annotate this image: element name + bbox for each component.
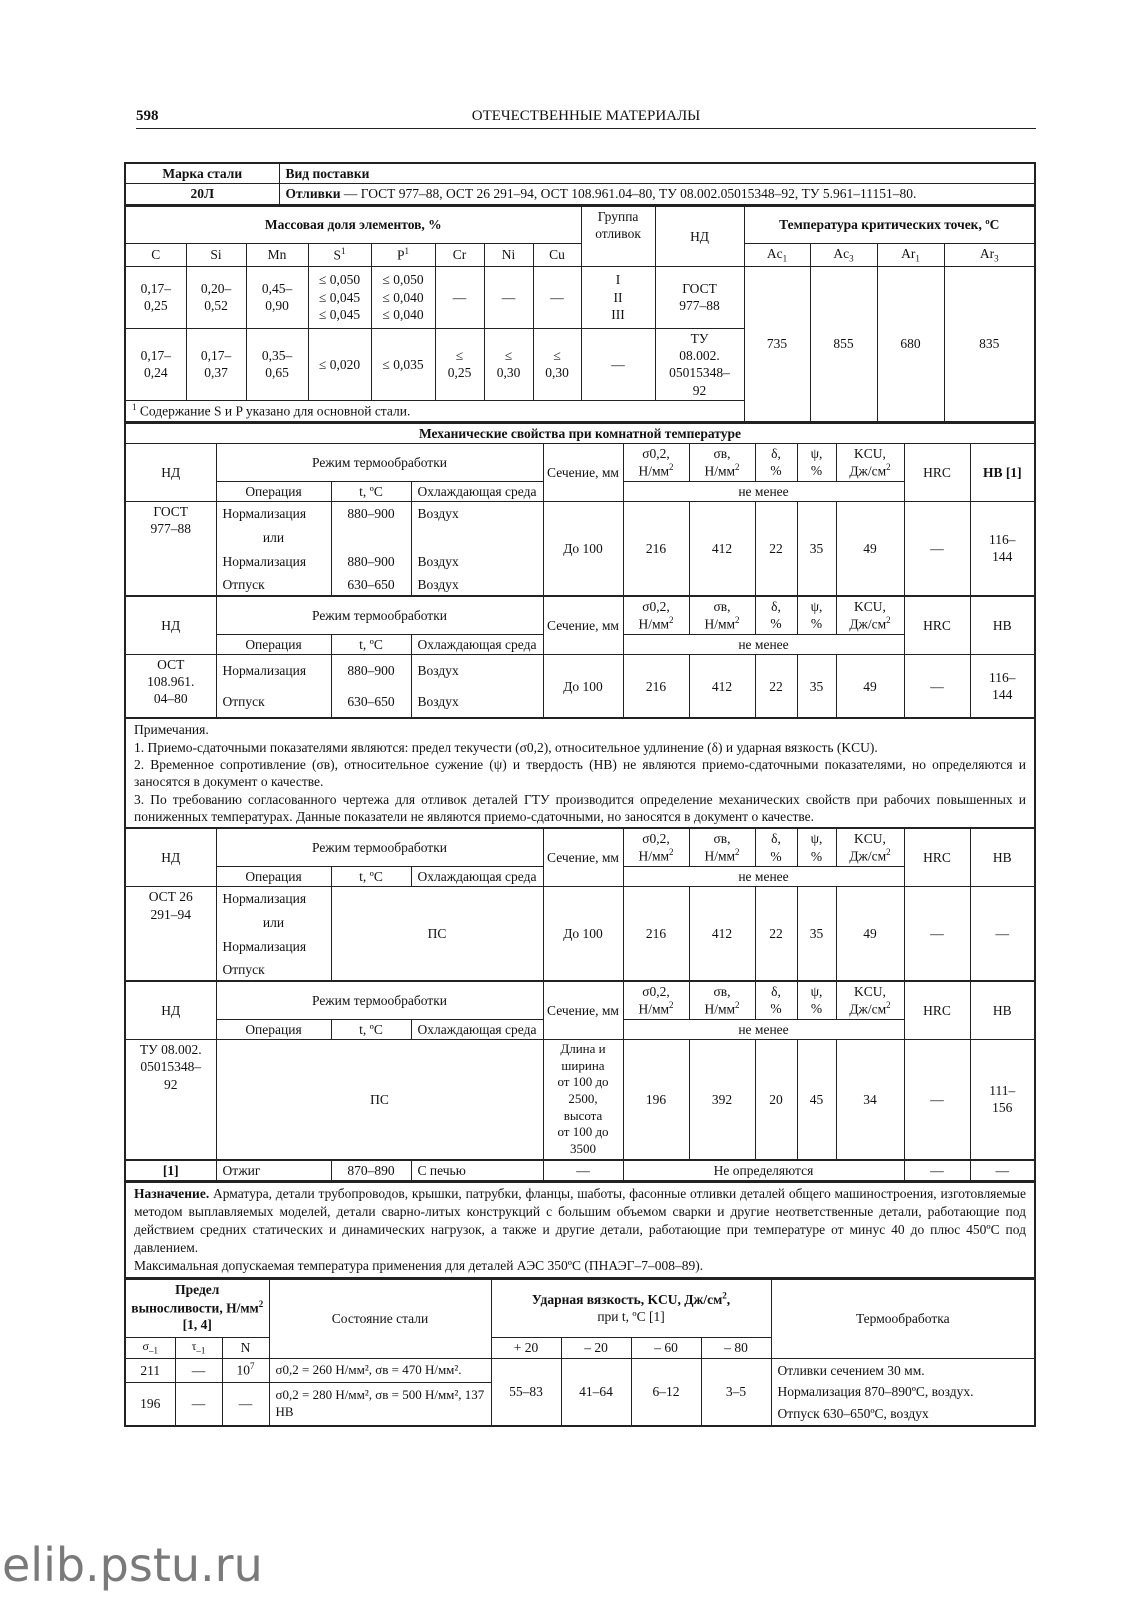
hb-header: НВ [1] (970, 443, 1035, 501)
heat-treatment-ps: ПС (216, 1040, 543, 1160)
temp-header: t, ºC (331, 634, 411, 654)
sigma02-header: σ0,2, $Н/мм^2$ (623, 443, 689, 481)
hrc-header: HRC (904, 443, 970, 501)
delta-header: δ, % (755, 596, 797, 635)
medium-header: Охлаждающая среда (411, 1019, 543, 1039)
note-2: 2. Временное сопротивление (σв), относительное сужение (ψ) и твердость (НВ) не являются приемо-сдаточными показателями, но определяются и заносятся в документ о качестве. (134, 756, 1026, 790)
cell-p: ≤ 0,035 (371, 328, 435, 400)
operation-header: Операция (216, 481, 331, 501)
impact-header: Ударная вязкость, KCU, $Дж/см^2$, при t, ºС [1] (491, 1279, 771, 1337)
sigma-1-value: 211 (125, 1358, 175, 1382)
not-less-label: не менее (623, 867, 904, 887)
hrc-value: — (904, 887, 970, 981)
ref-operation: Отжиг (216, 1160, 331, 1181)
medium: Воздух (411, 550, 543, 574)
psi-header: ψ, % (797, 981, 836, 1020)
impact-temp: – 60 (631, 1337, 701, 1358)
purpose-text: Назначение. Арматура, детали трубопроводов, крышки, патрубки, фланцы, шаботы, фасонные отливки деталей общего машиностроения, изготовляемые методом выплавляемых моделей, детали сварно-литых конструкций с большим объемом сварки и другие неответственные детали, работающие под действием средних статических и динамических нагрузок, а также и другие детали, работающие при температуре от минус 40 до плюс 450ºС под давлением. (134, 1185, 1026, 1255)
operation-header: Операция (216, 1019, 331, 1039)
temperature: 880–900 (331, 550, 411, 574)
max-temperature-note: Максимальная допускаемая температура применения для деталей АЭС 350ºС (ПНАЭГ–7–008–89). (134, 1257, 704, 1273)
grade-table (124, 162, 1036, 206)
block-nd: ОСТ 26 291–94 (125, 887, 216, 981)
cell-si: 0,20– 0,52 (186, 266, 246, 328)
ref-medium: С печью (411, 1160, 543, 1181)
crit-ar3: $Ar_3$ (944, 243, 1035, 266)
mode-header: Режим термообработки (216, 981, 543, 1020)
fatigue-table (124, 1279, 1036, 1428)
hb-value: 116– 144 (970, 502, 1035, 596)
element-p: $P^1$ (371, 243, 435, 266)
steel-state: σ0,2 = 260 Н/мм², σв = 470 Н/мм². (269, 1358, 491, 1382)
psi-value: 45 (797, 1040, 836, 1160)
temp-header: t, ºC (331, 1019, 411, 1039)
temperature: 880–900 (331, 502, 411, 526)
psi-header: ψ, % (797, 443, 836, 481)
cell-group: I II III (581, 266, 655, 328)
element-ni: Ni (484, 243, 533, 266)
n-value: $10^7$ (222, 1358, 269, 1382)
sigma02-header: σ0,2, $Н/мм^2$ (623, 981, 689, 1020)
kcu-value: 34 (836, 1040, 904, 1160)
mode-header: Режим термообработки (216, 443, 543, 481)
impact-value: 41–64 (561, 1358, 631, 1426)
cell-group: — (581, 328, 655, 400)
tau-1-value: — (175, 1382, 222, 1426)
sigmab-header: σв, $Н/мм^2$ (689, 443, 755, 481)
hb-value: 111– 156 (970, 1040, 1035, 1160)
cell-s: ≤ 0,020 (308, 328, 371, 400)
tau-1-header: $\tau_{-1}$ (175, 1337, 222, 1358)
hrc-header: HRC (904, 828, 970, 887)
element-mn: Mn (246, 243, 308, 266)
hb-value: 116– 144 (970, 654, 1035, 718)
crit-value-ac1: 735 (744, 266, 810, 421)
group-header: Группа отливок (581, 206, 655, 243)
cell-nd: ГОСТ 977–88 (655, 266, 744, 328)
impact-temp: – 20 (561, 1337, 631, 1358)
medium-header: Охлаждающая среда (411, 634, 543, 654)
crit-value-ar3: 835 (944, 266, 1035, 421)
operation: Нормализация (216, 935, 331, 959)
operation: или (216, 911, 331, 935)
psi-value: 35 (797, 887, 836, 981)
sigmab-value: 412 (689, 887, 755, 981)
supply-value-bold: Отливки (285, 186, 341, 202)
steel-state: σ0,2 = 280 Н/мм², σв = 500 Н/мм², 137 НВ (269, 1382, 491, 1426)
element-cr: Cr (435, 243, 484, 266)
cell-nd: ТУ 08.002. 05015348– 92 (655, 328, 744, 400)
cell-ni: — (484, 266, 533, 328)
n-value: — (222, 1382, 269, 1426)
temperature (331, 526, 411, 550)
not-less-label: не менее (623, 1019, 904, 1039)
hrc-value: — (904, 502, 970, 596)
medium-header: Охлаждающая среда (411, 481, 543, 501)
cell-si: 0,17– 0,37 (186, 328, 246, 400)
fatigue-limit-header: Предел выносливости, $Н/мм^2$ [1, 4] (125, 1279, 269, 1337)
element-c: C (125, 243, 186, 266)
supply-value-text: — ГОСТ 977–88, ОСТ 26 291–94, ОСТ 108.961.04–80, ТУ 08.002.05015348–92, ТУ 5.961–11151–80. (340, 186, 917, 202)
delta-value: 22 (755, 887, 797, 981)
impact-value: 55–83 (491, 1358, 561, 1426)
composition-table (124, 206, 1036, 423)
sigma02-header: σ0,2, $Н/мм^2$ (623, 828, 689, 867)
kcu-value: 49 (836, 502, 904, 596)
sigma-1-header: $\sigma_{-1}$ (125, 1337, 175, 1358)
psi-header: ψ, % (797, 828, 836, 867)
sigmab-value: 412 (689, 502, 755, 596)
ref-hrc: — (904, 1160, 970, 1181)
temperature: 630–650 (331, 574, 411, 596)
operation: Отпуск (216, 959, 331, 981)
composition-title: Массовая доля элементов, % (125, 206, 581, 243)
section: До 100 (543, 654, 623, 718)
delta-value: 22 (755, 654, 797, 718)
crit-value-ar1: 680 (877, 266, 944, 421)
ref-properties: Не определяются (623, 1160, 904, 1181)
composition-footnote: $^1$ Содержание S и P указано для основной стали. (125, 400, 744, 421)
operation: Нормализация (216, 654, 331, 686)
cell-cu: — (533, 266, 581, 328)
hb-header: НВ (970, 596, 1035, 655)
hrc-header: HRC (904, 596, 970, 655)
temperature: 880–900 (331, 654, 411, 686)
operation: Отпуск (216, 686, 331, 718)
section-header: Сечение, мм (543, 443, 623, 501)
medium: Воздух (411, 654, 543, 686)
section: До 100 (543, 502, 623, 596)
mechanical-notes (125, 718, 1035, 828)
purpose-table (124, 1182, 1036, 1279)
cell-p: ≤ 0,050 ≤ 0,040 ≤ 0,040 (371, 266, 435, 328)
ref-section: — (543, 1160, 623, 1181)
page-number: 598 (136, 108, 159, 124)
delta-value: 20 (755, 1040, 797, 1160)
operation: Нормализация (216, 887, 331, 911)
ref-hb: — (970, 1160, 1035, 1181)
kcu-value: 49 (836, 654, 904, 718)
cell-mn: 0,45– 0,90 (246, 266, 308, 328)
sigma02-value: 196 (623, 1040, 689, 1160)
supply-label: Вид поставки (279, 163, 1035, 184)
purpose-block (125, 1182, 1035, 1277)
group-header-cont (581, 243, 655, 266)
sigmab-header: σв, $Н/мм^2$ (689, 981, 755, 1020)
hb-header: НВ (970, 828, 1035, 887)
section-header: Сечение, мм (543, 828, 623, 887)
psi-header: ψ, % (797, 596, 836, 635)
sigma02-value: 216 (623, 654, 689, 718)
cell-s: ≤ 0,050 ≤ 0,045 ≤ 0,045 (308, 266, 371, 328)
mechanical-table (124, 423, 1036, 1182)
crit-value-ac3: 855 (810, 266, 877, 421)
hrc-header: HRC (904, 981, 970, 1040)
impact-temp: – 80 (701, 1337, 771, 1358)
nd-header: НД (125, 828, 216, 887)
kcu-header: KCU, $Дж/см^2$ (836, 443, 904, 481)
hrc-value: — (904, 1040, 970, 1160)
watermark: elib.pstu.ru (2, 1538, 263, 1592)
cell-c: 0,17– 0,25 (125, 266, 186, 328)
medium: Воздух (411, 574, 543, 596)
grade-value: 20Л (125, 184, 279, 205)
heat-treatment-ps: ПС (331, 887, 543, 981)
sigma02-header: σ0,2, $Н/мм^2$ (623, 596, 689, 635)
critical-points-title: Температура критических точек, ºС (744, 206, 1035, 243)
delta-value: 22 (755, 502, 797, 596)
temp-header: t, ºC (331, 481, 411, 501)
sigmab-value: 412 (689, 654, 755, 718)
state-header: Состояние стали (269, 1279, 491, 1358)
crit-ac1: $Ac_1$ (744, 243, 810, 266)
medium (411, 526, 543, 550)
steel-datasheet (124, 162, 1036, 1427)
operation-header: Операция (216, 867, 331, 887)
tau-1-value: — (175, 1358, 222, 1382)
grade-label: Марка стали (125, 163, 279, 184)
impact-value: 6–12 (631, 1358, 701, 1426)
delta-header: δ, % (755, 981, 797, 1020)
cell-ni: ≤ 0,30 (484, 328, 533, 400)
delta-header: δ, % (755, 443, 797, 481)
supply-value (279, 184, 1035, 205)
not-less-label: не менее (623, 634, 904, 654)
sigmab-header: σв, $Н/мм^2$ (689, 596, 755, 635)
impact-value: 3–5 (701, 1358, 771, 1426)
medium: Воздух (411, 502, 543, 526)
temperature: 630–650 (331, 686, 411, 718)
sigma02-value: 216 (623, 887, 689, 981)
section: До 100 (543, 887, 623, 981)
kcu-value: 49 (836, 887, 904, 981)
kcu-header: KCU, $Дж/см^2$ (836, 596, 904, 635)
sigma-1-value: 196 (125, 1382, 175, 1426)
crit-ar1: $Ar_1$ (877, 243, 944, 266)
operation: Нормализация (216, 502, 331, 526)
nd-header: НД (655, 206, 744, 266)
composition-row (125, 266, 1035, 328)
element-cu: Cu (533, 243, 581, 266)
note-3: 3. По требованию согласованного чертежа для отливок деталей ГТУ производится определение механических свойств при рабочих повышенных и пониженных температурах. Данные показатели не являются приемо-сдаточными, но заносятся в документ о качестве. (134, 791, 1026, 824)
mode-header: Режим термообработки (216, 596, 543, 635)
sigmab-header: σв, $Н/мм^2$ (689, 828, 755, 867)
medium-header: Охлаждающая среда (411, 867, 543, 887)
element-s: $S^1$ (308, 243, 371, 266)
page-header (136, 106, 1036, 129)
cell-c: 0,17– 0,24 (125, 328, 186, 400)
cell-mn: 0,35– 0,65 (246, 328, 308, 400)
operation-header: Операция (216, 634, 331, 654)
cell-cu: ≤ 0,30 (533, 328, 581, 400)
purpose-label: Назначение. (134, 1185, 210, 1201)
mode-header: Режим термообработки (216, 828, 543, 867)
cell-cr: ≤ 0,25 (435, 328, 484, 400)
heat-treatment-value: Отливки сечением 30 мм. Нормализация 870–890ºС, воздух. Отпуск 630–650ºС, воздух (771, 1358, 1035, 1426)
section-header: Сечение, мм (543, 981, 623, 1040)
impact-temp: + 20 (491, 1337, 561, 1358)
section: Длина и ширина от 100 до 2500, высота от 100 до 3500 (543, 1040, 623, 1160)
block-nd: ОСТ 108.961. 04–80 (125, 654, 216, 718)
running-title: ОТЕЧЕСТВЕННЫЕ МАТЕРИАЛЫ (471, 108, 701, 124)
nd-header: НД (125, 443, 216, 501)
not-less-label: не менее (623, 481, 904, 501)
n-header: N (222, 1337, 269, 1358)
section-header: Сечение, мм (543, 596, 623, 655)
heat-treatment-header: Термообработка (771, 1279, 1035, 1358)
hrc-value: — (904, 654, 970, 718)
sigma02-value: 216 (623, 502, 689, 596)
delta-header: δ, % (755, 828, 797, 867)
cell-cr: — (435, 266, 484, 328)
note-1: 1. Приемо-сдаточными показателями являются: предел текучести (σ0,2), относительное удлинение (δ) и ударная вязкость (KCU). (134, 739, 878, 755)
nd-header: НД (125, 596, 216, 655)
crit-ac3: $Ac_3$ (810, 243, 877, 266)
hb-value: — (970, 887, 1035, 981)
notes-title: Примечания. (134, 722, 209, 738)
temp-header: t, ºC (331, 867, 411, 887)
medium: Воздух (411, 686, 543, 718)
kcu-header: KCU, $Дж/см^2$ (836, 981, 904, 1020)
kcu-header: KCU, $Дж/см^2$ (836, 828, 904, 867)
ref-nd: [1] (125, 1160, 216, 1181)
nd-header: НД (125, 981, 216, 1040)
sigmab-value: 392 (689, 1040, 755, 1160)
operation: или (216, 526, 331, 550)
element-si: Si (186, 243, 246, 266)
block-nd: ГОСТ 977–88 (125, 502, 216, 596)
hb-header: НВ (970, 981, 1035, 1040)
psi-value: 35 (797, 654, 836, 718)
mechanical-title: Механические свойства при комнатной температуре (125, 423, 1035, 443)
operation: Нормализация (216, 550, 331, 574)
psi-value: 35 (797, 502, 836, 596)
operation: Отпуск (216, 574, 331, 596)
block-nd: ТУ 08.002. 05015348– 92 (125, 1040, 216, 1160)
ref-temperature: 870–890 (331, 1160, 411, 1181)
